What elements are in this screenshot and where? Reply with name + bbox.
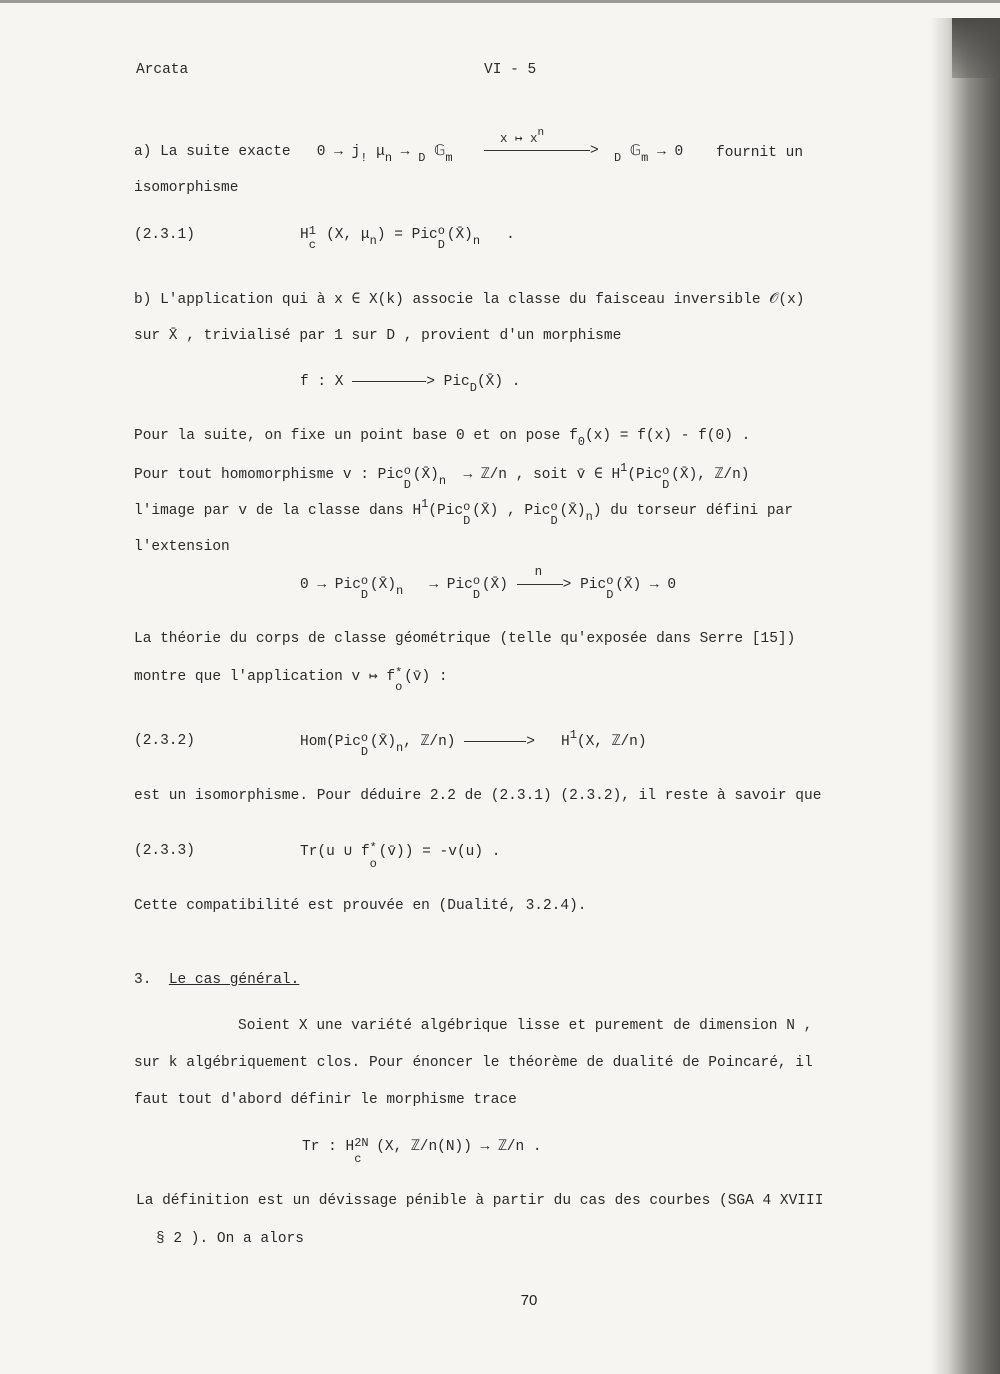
trace-morphism: Tr : H 2N c (X, ℤ/n(N)) → ℤ/n . bbox=[302, 1136, 542, 1166]
extension-sequence: 0 → Pic o D $(X̄)_n$ → Pic o D (X̄) n > Pic o D (X̄) → 0 bbox=[300, 565, 677, 602]
equation-2-3-2: Hom(Pic o D $(X̄)_n$, ℤ/n) > $H^1(X$, ℤ/n) bbox=[300, 728, 647, 759]
paragraph-line: sur k algébriquement clos. Pour énoncer le théorème de dualité de Poincaré, il bbox=[134, 1055, 813, 1071]
paragraph-line: Soient X une variété algébrique lisse et purement de dimension N , bbox=[238, 1018, 813, 1034]
paragraph-line: § 2 ). On a alors bbox=[156, 1231, 304, 1247]
paragraph-line: faut tout d'abord définir le morphisme trace bbox=[134, 1092, 517, 1108]
page-number: 70 bbox=[520, 1292, 538, 1309]
sequence-tail-text: fournit un bbox=[716, 145, 804, 161]
paragraph-line: l'extension bbox=[134, 539, 230, 555]
paragraph-line: Cette compatibilité est prouvée en (Dualité, 3.2.4). bbox=[134, 898, 587, 914]
scan-edge-shadow bbox=[930, 18, 1000, 1374]
equation-label-2-3-3: (2.3.3) bbox=[134, 843, 195, 859]
paragraph-line: est un isomorphisme. Pour déduire 2.2 de (2.3.1) (2.3.2), il reste à savoir que bbox=[134, 788, 822, 804]
paragraph-line: b) L'application qui à x ∈ X(k) associe la classe du faisceau inversible 𝒪(x) bbox=[134, 292, 805, 308]
paragraph-line: Pour tout homomorphisme v : Pic o D $(X̄)_n$ → ℤ/n , soit v̄ ∈ $H^1(Pic$ o D (X̄), ℤ/n) bbox=[134, 461, 750, 492]
running-head-left: Arcata bbox=[136, 62, 189, 78]
map-arrow: > bbox=[484, 143, 599, 159]
paragraph-line: sur X̄ , trivialisé par 1 sur D , provient d'un morphisme bbox=[134, 328, 622, 344]
equation-label-2-3-2: (2.3.2) bbox=[134, 733, 195, 749]
running-head-center: VI - 5 bbox=[484, 62, 537, 78]
paragraph-line: Pour la suite, on fixe un point base 0 et on pose $f_0(x) = f(x) - f(0)$ . bbox=[134, 428, 751, 449]
paragraph-line: La théorie du corps de classe géométrique (telle qu'exposée dans Serre [15]) bbox=[134, 631, 796, 647]
equation-2-3-3: Tr(u ∪ f * o (v̄)) = -v(u) . bbox=[300, 841, 501, 871]
morphism-f: f : X > Pic$_D$(X̄) . bbox=[300, 374, 521, 395]
map-label: x ↦ xn bbox=[500, 127, 545, 146]
top-rule bbox=[0, 0, 1000, 3]
equation-label-2-3-1: (2.3.1) bbox=[134, 227, 195, 243]
scan-edge-dark bbox=[952, 18, 1000, 78]
paragraph-line: isomorphisme bbox=[134, 180, 239, 196]
equation-2-3-1: H 1 c (X, $\mu_n$) = Pic o D $(X̄)_n$ . bbox=[300, 224, 515, 252]
paragraph-line: l'image par v de la classe dans $H^1(Pic$ o D (X̄) , Pic o D $(X̄)_n$) du torseur défini par bbox=[134, 497, 793, 528]
paragraph-line: montre que l'application v ↦ f * o (v̄) : bbox=[134, 666, 448, 694]
paragraph-line: La définition est un dévissage pénible à partir du cas des courbes (SGA 4 XVIII bbox=[136, 1193, 824, 1209]
sequence-end: $_D$ 𝔾$_m$ → 0 bbox=[614, 144, 684, 165]
exact-sequence-line: a) La suite exacte $0 \to j_!$ $\mu_n \to _D$ 𝔾$_m$ bbox=[134, 144, 453, 165]
section-heading: 3. Le cas général. bbox=[134, 972, 300, 988]
